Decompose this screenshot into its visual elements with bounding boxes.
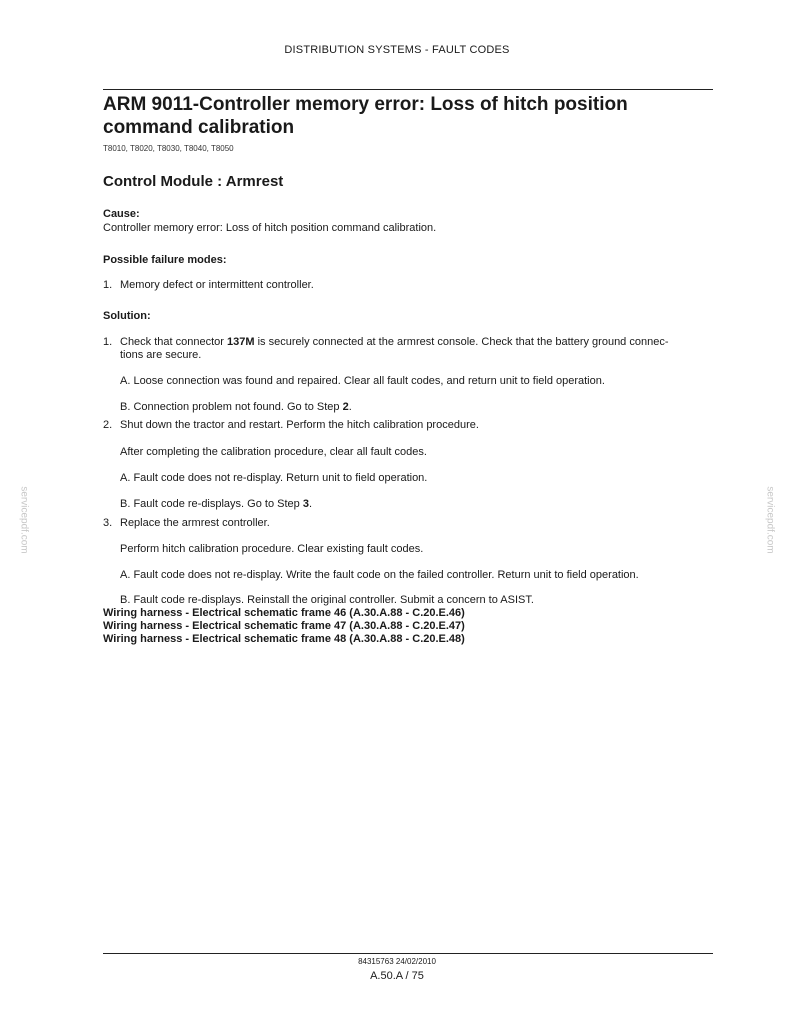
- header-divider: [103, 89, 713, 90]
- option-text-end: .: [348, 401, 352, 413]
- solution-step-3: [103, 517, 713, 530]
- step-number: 1.: [103, 336, 113, 348]
- step-text: Replace the armrest controller.: [120, 517, 270, 529]
- wiring-link-frame-46[interactable]: Wiring harness - Electrical schematic frame 46 (A.30.A.88 - C.20.E.46): [103, 607, 465, 619]
- solution-step-1: [103, 336, 713, 362]
- step-1-option-b: [120, 401, 710, 414]
- step-3-option-b: B. Fault code re-displays. Reinstall the original controller. Submit a concern to ASIST.: [120, 594, 534, 606]
- solution-step-2: [103, 419, 713, 432]
- option-text-end: .: [308, 498, 312, 510]
- page-title-line-2: command calibration: [103, 117, 295, 138]
- step-number: 3.: [103, 517, 113, 529]
- option-text: B. Fault code re-displays. Go to Step: [120, 498, 303, 510]
- wiring-link-frame-47[interactable]: Wiring harness - Electrical schematic frame 47 (A.30.A.88 - C.20.E.47): [103, 620, 465, 632]
- watermark-left: servicepdf.com: [18, 486, 30, 554]
- section-header: DISTRIBUTION SYSTEMS - FAULT CODES: [284, 44, 510, 56]
- failure-mode-item: [103, 279, 713, 292]
- failure-mode-number: 1.: [103, 279, 113, 291]
- step-reference: 2: [342, 401, 349, 413]
- step-reference: 3: [302, 498, 309, 510]
- step-3-note: Perform hitch calibration procedure. Clear existing fault codes.: [120, 543, 424, 555]
- wiring-link-frame-48[interactable]: Wiring harness - Electrical schematic frame 48 (A.30.A.88 - C.20.E.48): [103, 633, 465, 645]
- step-text-part: is securely connected at the armrest console. Check that the battery ground connec-: [254, 336, 669, 348]
- page-number: A.50.A / 75: [370, 970, 424, 982]
- step-text: [120, 336, 713, 362]
- connector-id: 137M: [227, 336, 255, 348]
- module-heading: Control Module : Armrest: [103, 173, 284, 190]
- cause-label: Cause:: [103, 208, 140, 220]
- watermark-right: servicepdf.com: [764, 486, 776, 554]
- page-title-line-1: ARM 9011-Controller memory error: Loss of hitch position: [103, 94, 628, 115]
- step-3-option-a: A. Fault code does not re-display. Write the fault code on the failed controller. Return unit to field operation.: [120, 569, 639, 581]
- step-text-part: tions are secure.: [120, 349, 202, 361]
- document-number: 84315763 24/02/2010: [358, 957, 436, 966]
- step-1-option-a: A. Loose connection was found and repaired. Clear all fault codes, and return unit to field operation.: [120, 375, 605, 387]
- step-number: 2.: [103, 419, 113, 431]
- step-2-option-a: A. Fault code does not re-display. Return unit to field operation.: [120, 472, 428, 484]
- step-2-option-b: [120, 498, 710, 511]
- step-text: Shut down the tractor and restart. Perform the hitch calibration procedure.: [120, 419, 479, 431]
- footer-divider: [103, 953, 713, 954]
- solution-label: Solution:: [103, 310, 151, 322]
- step-text-part: Check that connector: [120, 336, 228, 348]
- failure-mode-text: Memory defect or intermittent controller.: [120, 279, 314, 291]
- cause-text: Controller memory error: Loss of hitch position command calibration.: [103, 222, 437, 234]
- model-list: T8010, T8020, T8030, T8040, T8050: [103, 144, 234, 153]
- failure-modes-label: Possible failure modes:: [103, 254, 227, 266]
- step-2-note: After completing the calibration procedure, clear all fault codes.: [120, 446, 427, 458]
- option-text: B. Connection problem not found. Go to Step: [120, 401, 343, 413]
- page-title: [103, 93, 713, 139]
